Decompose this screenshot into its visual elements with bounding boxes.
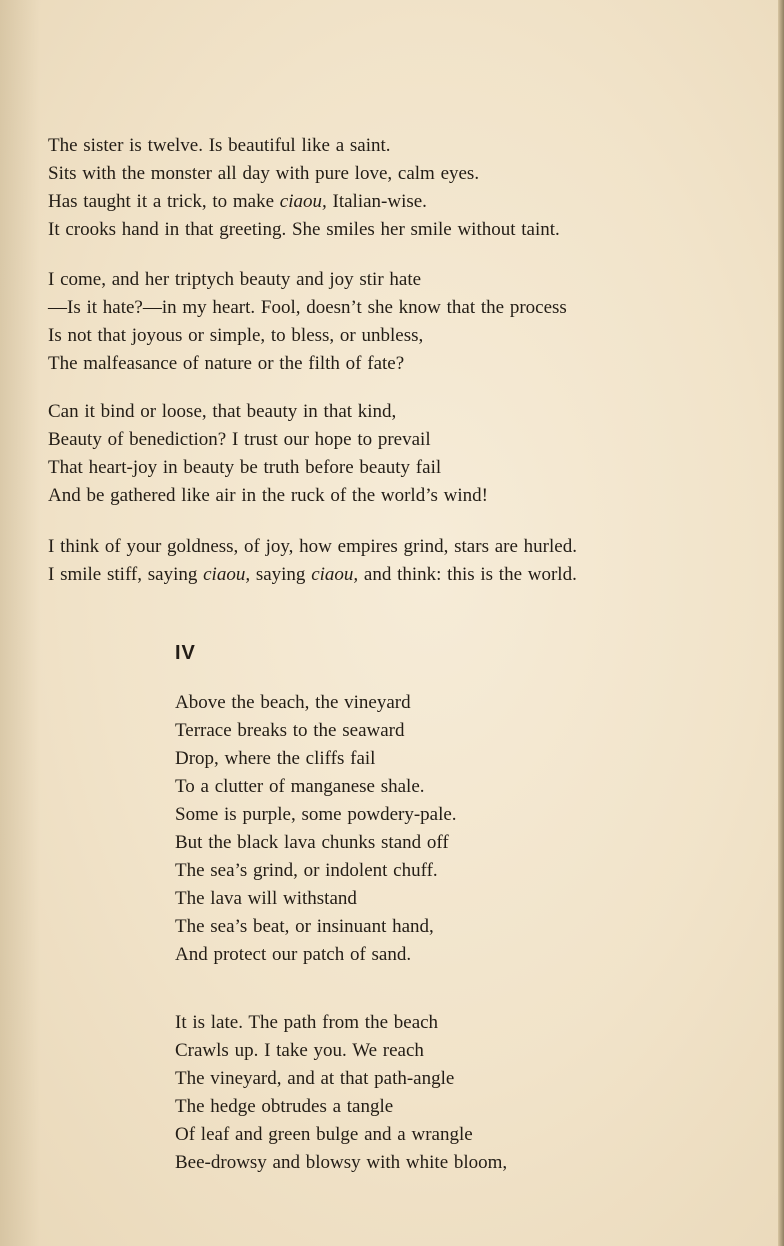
stanza-1 xyxy=(48,132,560,244)
section-heading: IV xyxy=(175,642,196,664)
poem-line: The sea’s beat, or insinuant hand, xyxy=(175,916,434,937)
page-edge xyxy=(778,0,784,1246)
poem-line: I smile stiff, saying ciaou, saying ciaou, and think: this is the world. xyxy=(48,564,577,585)
poem-line: Bee-drowsy and blowsy with white bloom, xyxy=(175,1152,508,1173)
poem-line: And be gathered like air in the ruck of the world’s wind! xyxy=(48,485,488,506)
poem-line: The hedge obtrudes a tangle xyxy=(175,1096,394,1117)
poem-line: Terrace breaks to the seaward xyxy=(175,720,405,741)
poem-line: The lava will withstand xyxy=(175,888,357,909)
poem-line: Can it bind or loose, that beauty in that kind, xyxy=(48,401,397,422)
poem-line: I come, and her triptych beauty and joy stir hate xyxy=(48,269,422,290)
poem-line: The sister is twelve. Is beautiful like a saint. xyxy=(48,135,391,156)
poem-line: But the black lava chunks stand off xyxy=(175,832,449,853)
stanza-5 xyxy=(175,689,457,969)
stanza-6 xyxy=(175,1009,507,1177)
poem-line: Is not that joyous or simple, to bless, or unbless, xyxy=(48,325,424,346)
poem-line: Crawls up. I take you. We reach xyxy=(175,1040,424,1061)
poem-line: Above the beach, the vineyard xyxy=(175,692,411,713)
poem-line: The malfeasance of nature or the filth of fate? xyxy=(48,353,405,374)
stanza-2 xyxy=(48,266,567,378)
poem-line: It crooks hand in that greeting. She smiles her smile without taint. xyxy=(48,219,560,240)
poem-line: —Is it hate?—in my heart. Fool, doesn’t she know that the process xyxy=(48,297,567,318)
poem-line: The sea’s grind, or indolent chuff. xyxy=(175,860,438,881)
poem-line: I think of your goldness, of joy, how empires grind, stars are hurled. xyxy=(48,536,577,557)
poem-line: Some is purple, some powdery-pale. xyxy=(175,804,457,825)
page-gutter-shadow xyxy=(0,0,40,1246)
poem-line: And protect our patch of sand. xyxy=(175,944,412,965)
stanza-3 xyxy=(48,398,488,510)
poem-line: The vineyard, and at that path-angle xyxy=(175,1068,455,1089)
poem-line: To a clutter of manganese shale. xyxy=(175,776,425,797)
poem-line: Beauty of benediction? I trust our hope to prevail xyxy=(48,429,431,450)
poem-line: Of leaf and green bulge and a wrangle xyxy=(175,1124,473,1145)
poem-line: Has taught it a trick, to make ciaou, Italian-wise. xyxy=(48,191,427,212)
poem-line: That heart-joy in beauty be truth before beauty fail xyxy=(48,457,442,478)
poem-line: Sits with the monster all day with pure love, calm eyes. xyxy=(48,163,480,184)
poem-line: Drop, where the cliffs fail xyxy=(175,748,376,769)
stanza-4 xyxy=(48,533,577,589)
poem-line: It is late. The path from the beach xyxy=(175,1012,439,1033)
